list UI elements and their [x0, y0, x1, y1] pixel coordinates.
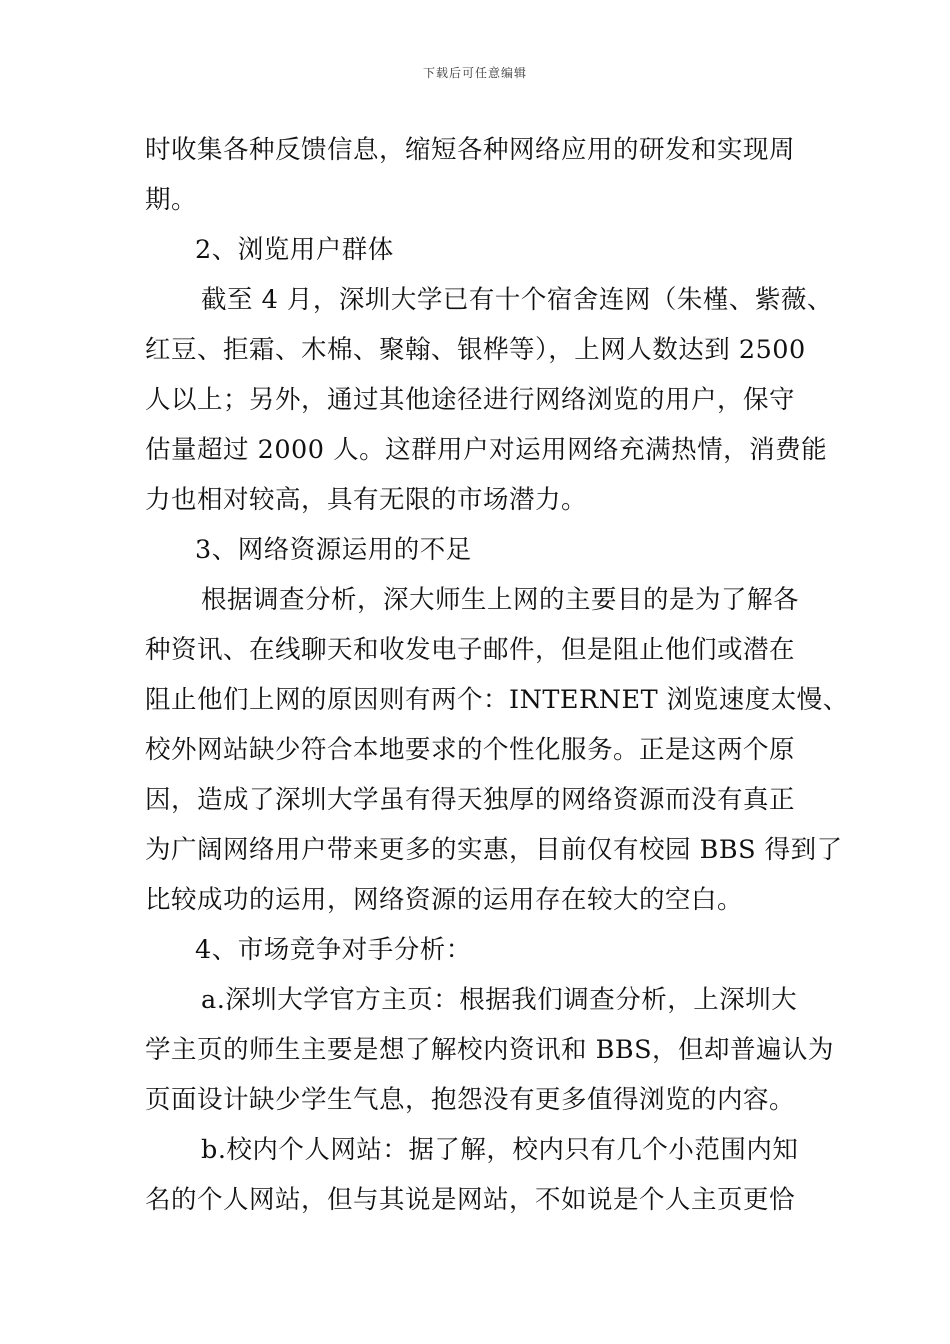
section-heading: 4、市场竞争对手分析：	[195, 935, 472, 965]
paragraph-line: 比较成功的运用，网络资源的运用存在较大的空白。	[145, 885, 744, 915]
page-header: 下载后可任意编辑	[422, 66, 527, 80]
section-heading: 3、网络资源运用的不足	[195, 535, 472, 565]
paragraph-line: 截至 4 月，深圳大学已有十个宿舍连网（朱槿、紫薇、	[201, 285, 833, 315]
paragraph-line: b.校内个人网站：据了解，校内只有几个小范围内知	[201, 1135, 799, 1165]
paragraph-line: 因，造成了深圳大学虽有得天独厚的网络资源而没有真正	[145, 785, 796, 815]
document-body	[145, 128, 849, 1228]
paragraph-line: 人以上；另外，通过其他途径进行网络浏览的用户，保守	[145, 385, 796, 415]
paragraph-line: 估量超过 2000 人。这群用户对运用网络充满热情，消费能	[145, 435, 828, 465]
paragraph-line: 为广阔网络用户带来更多的实惠，目前仅有校园 BBS 得到了	[145, 835, 843, 865]
paragraph-line: 阻止他们上网的原因则有两个：INTERNET 浏览速度太慢、	[145, 685, 849, 715]
paragraph-line: 种资讯、在线聊天和收发电子邮件，但是阻止他们或潜在	[145, 635, 796, 665]
paragraph-line: 学主页的师生主要是想了解校内资讯和 BBS，但却普遍认为	[145, 1035, 835, 1065]
paragraph-line: 红豆、拒霜、木棉、聚翰、银桦等），上网人数达到 2500	[145, 335, 806, 365]
paragraph-line: 页面设计缺少学生气息，抱怨没有更多值得浏览的内容。	[145, 1085, 796, 1115]
paragraph-line: 期。	[145, 185, 198, 215]
paragraph-line: 时收集各种反馈信息，缩短各种网络应用的研发和实现周	[145, 135, 796, 165]
paragraph-line: 根据调查分析，深大师生上网的主要目的是为了解各	[201, 585, 800, 615]
paragraph-line: 校外网站缺少符合本地要求的个性化服务。正是这两个原	[145, 735, 796, 765]
paragraph-line: 名的个人网站，但与其说是网站，不如说是个人主页更恰	[145, 1185, 796, 1215]
paragraph-line: 力也相对较高，具有无限的市场潜力。	[145, 485, 588, 515]
section-heading: 2、浏览用户群体	[195, 235, 394, 265]
paragraph-line: a.深圳大学官方主页：根据我们调查分析，上深圳大	[201, 985, 798, 1015]
